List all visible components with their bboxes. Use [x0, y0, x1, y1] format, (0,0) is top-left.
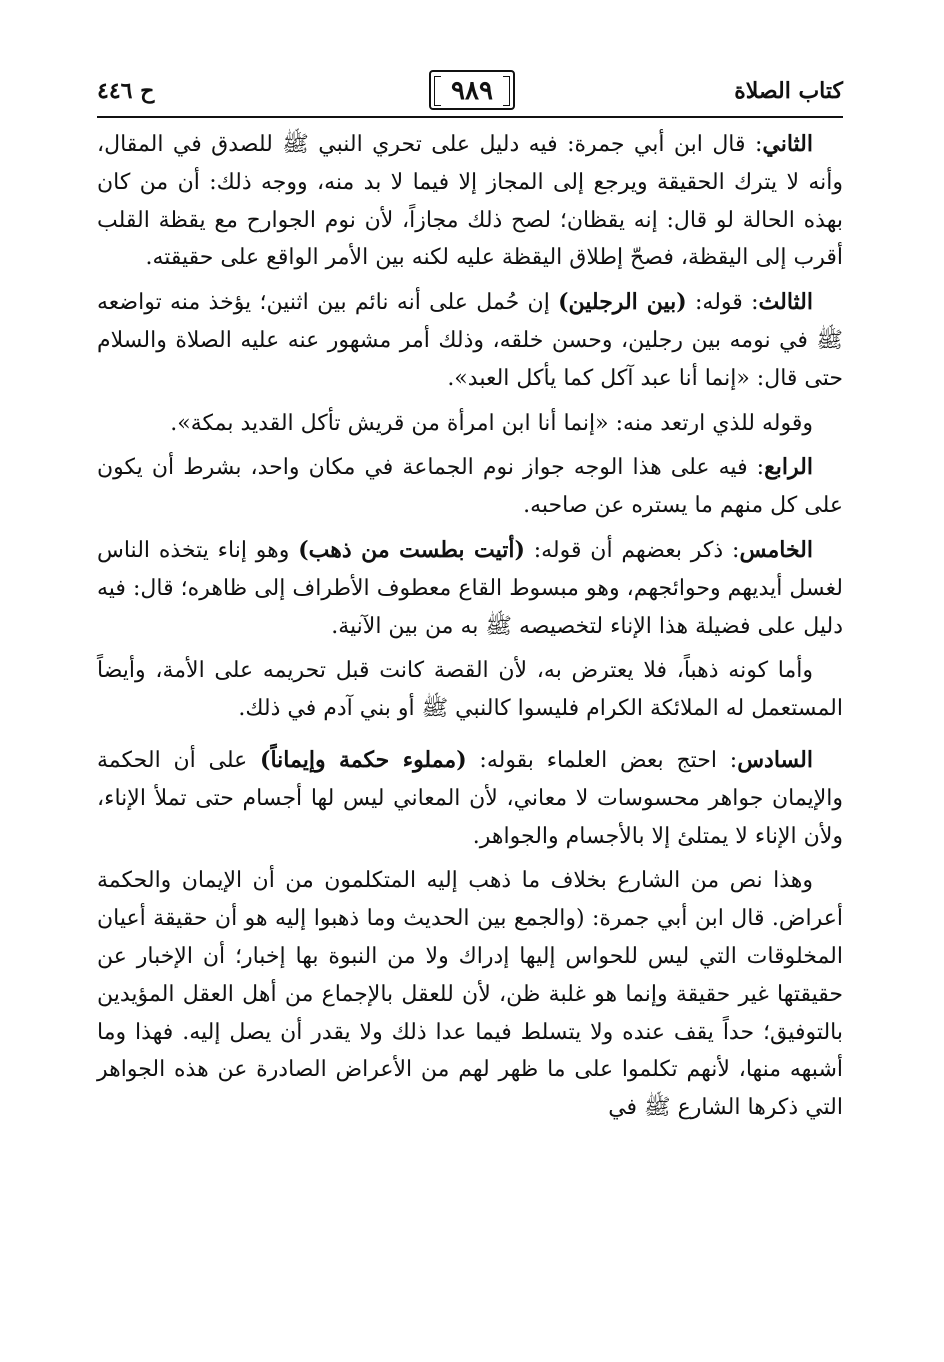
- paragraph-second: [97, 126, 843, 277]
- paragraph-sixth: [97, 742, 843, 855]
- quoted-phrase: (بين الرجلين): [558, 289, 687, 316]
- page-header: [97, 70, 843, 116]
- paragraph-text: وقوله للذي ارتعد منه: «إنما أنا ابن امرأة من قريش تأكل القديد بمكة».: [170, 410, 813, 436]
- paragraph-text: وأما كونه ذهباً، فلا يعترض به، لأن القصة كانت قبل تحريمه على الأمة، وأيضاً المستعمل له الملائكة الكرام فليسوا كالنبي ﷺ أو بني آدم في ذلك.: [97, 658, 843, 722]
- book-title: كتاب الصلاة: [734, 78, 843, 104]
- paragraph-text: : قوله:: [686, 290, 759, 316]
- paragraph-text: : فيه على هذا الوجه جواز نوم الجماعة في مكان واحد، بشرط أن يكون على كل منهم ما يستره عن صاحبه.: [97, 455, 843, 519]
- paragraph-fourth: [97, 449, 843, 525]
- paragraph-text: وهذا نص من الشارع بخلاف ما ذهب إليه المتكلمون من أن الإيمان والحكمة أعراض. قال ابن أبي جمرة: (والجمع بين الحديث وما ذهبوا إليه هو أن حقيقة أعيان المخلوقات التي ليس للحواس إليها إدراك ولا من النبوة بها إخبار؛ أن الإخبار عن حقيقتها غير حقيقة وإنما هو غلبة ظن، لأن للعقل بالإجماع من أهل العقل المؤيدين بالتوفيق؛ حداً يقف عنده ولا يتسلط فيما عدا ذلك ولا يقدر أن يصل إليه. فهذا وما أشبهه منها، لأنهم تكلموا على ما ظهر لهم من الأعراض الصادرة عن هذه الجواهر التي ذكرها الشارع ﷺ في: [97, 868, 843, 1121]
- page-number: ٩٨٩: [429, 70, 515, 110]
- header-divider: [97, 116, 843, 118]
- section-label: الثاني: [762, 131, 813, 157]
- paragraph-text: على أن الحكمة والإيمان جواهر محسوسات لا معاني، لأن المعاني ليس لها أجسام حتى تملأ الإناء، ولأن الإناء لا يمتلئ إلا بالأجسام والجواهر.: [97, 747, 843, 849]
- paragraph-text: وهو إناء يتخذه الناس لغسل أيديهم وحوائجهم، وهو مبسوط القاع معطوف الأطراف إلى ظاهره؛ قال: فيه دليل على فضيلة هذا الإناء لتخصيصه ﷺ به من بين الآنية.: [97, 537, 843, 639]
- section-label: الخامس: [739, 536, 813, 563]
- paragraph-text: : ذكر بعضهم أن قوله:: [524, 537, 740, 563]
- hadith-reference: ح ٤٤٦: [97, 78, 155, 104]
- paragraph-text: إن حُمل على أنه نائم بين اثنين؛ يؤخذ منه تواضعه ﷺ في نومه بين رجلين، وحسن خلقه، وذلك أمر مشهور عنه عليه الصلاة والسلام حتى قال: «إنما أنا عبد آكل كما يأكل العبد».: [97, 290, 843, 391]
- paragraph-fifth: [97, 532, 843, 645]
- quoted-phrase: (مملوء حكمة وإيماناً): [260, 746, 467, 773]
- section-label: الثالث: [758, 289, 813, 316]
- paragraph-third: [97, 284, 843, 397]
- paragraph-third-cont: [97, 405, 843, 443]
- quoted-phrase: (أتيت بطست من ذهب): [298, 536, 525, 563]
- paragraph-text: : قال ابن أبي جمرة: فيه دليل على تحري النبي ﷺ للصدق في المقال، وأنه لا يترك الحقيقة ويرجع إلى المجاز إلا فيما لا بد منه، ووجه ذلك: أن من كان بهذه الحالة لو قال: إنه يقظان؛ لصح ذلك مجازاً، لأن نوم الجوارح مع يقظة القلب أقرب إلى اليقظة، فصحّ إطلاق اليقظة عليه لكنه بين الأمر الواقع على حقيقته.: [97, 132, 843, 271]
- section-label: الرابع: [764, 454, 813, 481]
- paragraph-sixth-cont: [97, 862, 843, 1127]
- paragraph-fifth-cont: [97, 652, 843, 728]
- body-text: [97, 126, 843, 1134]
- section-label: السادس: [737, 746, 813, 773]
- paragraph-text: : احتج بعض العلماء بقوله:: [466, 747, 738, 773]
